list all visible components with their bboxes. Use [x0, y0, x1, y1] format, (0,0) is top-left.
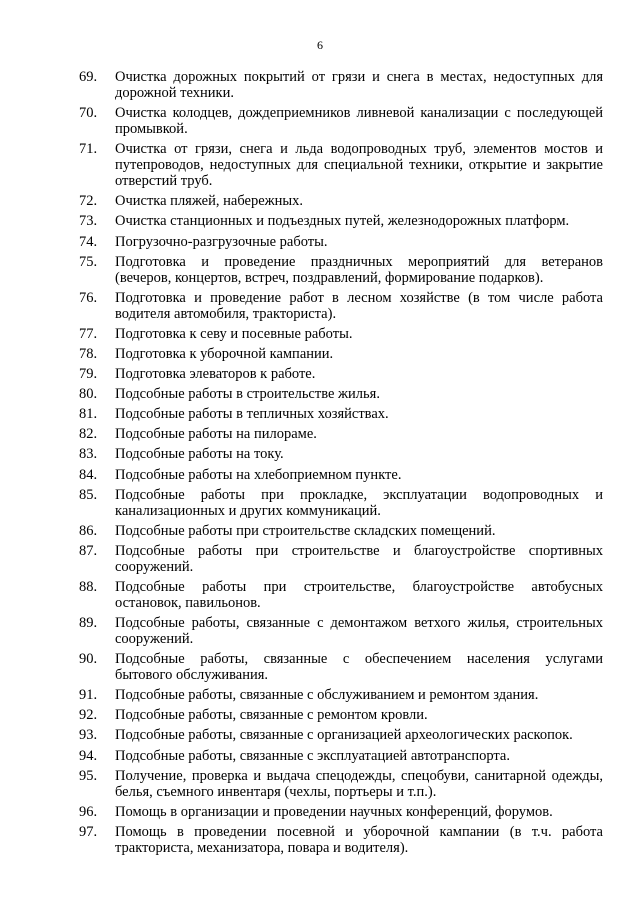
item-text: [115, 748, 603, 764]
item-text-line: Подсобные работы при прокладке, эксплуатации водопроводных и: [115, 486, 603, 503]
item-text: [115, 141, 603, 189]
item-number: 70.: [79, 105, 98, 122]
item-text-line: Подсобные работы, связанные с обслуживанием и ремонтом здания.: [115, 687, 539, 704]
item-text-line: Подсобные работы, связанные с эксплуатацией автотранспорта.: [115, 747, 510, 764]
item-text-line: Подсобные работы на току.: [115, 446, 284, 463]
item-text: [115, 193, 603, 209]
item-text-line: Подсобные работы, связанные с обеспечением населения услугами: [115, 651, 603, 668]
item-text: [115, 346, 603, 362]
item-text-line: сооружений.: [115, 558, 194, 575]
item-text: [115, 543, 603, 575]
item-number: 69.: [79, 69, 98, 85]
item-text-line: отверстий труб.: [115, 173, 213, 190]
item-text-line: водителя автомобиля, тракториста).: [115, 305, 337, 322]
item-text-line: Подготовка и проведение работ в лесном хозяйстве (в том числе работа: [115, 289, 603, 306]
item-text: [115, 687, 603, 703]
item-text: [115, 254, 603, 286]
item-text: [115, 615, 603, 647]
item-text-line: Подсобные работы на пилораме.: [115, 426, 317, 443]
item-text-line: Погрузочно-разгрузочные работы.: [115, 233, 328, 250]
item-text-line: (вечеров, концертов, встреч, поздравлений, формирование подарков).: [115, 269, 544, 286]
item-text: [115, 69, 603, 101]
item-text-line: Очистка пляжей, набережных.: [115, 193, 304, 210]
item-text: [115, 446, 603, 462]
item-text-line: бытового обслуживания.: [115, 667, 269, 684]
item-text-line: Подготовка элеваторов к работе.: [115, 366, 316, 382]
item-number: 77.: [79, 325, 98, 342]
item-text-line: Подсобные работы в строительстве жилья.: [115, 386, 380, 403]
item-text-line: тракториста, механизатора, повара и водителя).: [115, 839, 409, 856]
item-text-line: Подготовка к севу и посевные работы.: [115, 325, 353, 342]
item-number: 87.: [79, 542, 98, 559]
item-text-line: Очистка дорожных покрытий от грязи и снега в местах, недоступных для: [115, 69, 603, 85]
item-number: 71.: [79, 141, 98, 158]
item-text-line: Очистка станционных и подъездных путей, железнодорожных платформ.: [115, 213, 570, 230]
item-text: [115, 366, 603, 382]
item-number: 81.: [79, 406, 98, 423]
item-text: [115, 523, 603, 539]
item-number: 92.: [79, 707, 98, 724]
item-number: 97.: [79, 823, 98, 840]
item-text: [115, 386, 603, 402]
item-text-line: Подсобные работы на хлебоприемном пункте.: [115, 466, 402, 483]
item-number: 75.: [79, 253, 98, 270]
item-number: 83.: [79, 446, 98, 463]
item-text: [115, 707, 603, 723]
item-number: 94.: [79, 747, 98, 764]
item-text: [115, 213, 603, 229]
item-text-line: Подсобные работы, связанные с демонтажом ветхого жилья, строительных: [115, 615, 603, 631]
item-text: [115, 105, 603, 137]
item-text: [115, 406, 603, 422]
item-number: 90.: [79, 651, 98, 668]
item-text-line: Подсобные работы, связанные с ремонтом кровли.: [115, 707, 428, 724]
item-number: 82.: [79, 426, 98, 443]
item-text-line: Подсобные работы при строительстве, благоустройстве автобусных: [115, 578, 603, 595]
item-text: [115, 290, 603, 322]
item-text-line: Очистка колодцев, дождеприемников ливневой канализации с последующей: [115, 105, 603, 122]
item-text-line: белья, съемного инвентаря (чехлы, портьеры и т.п.).: [115, 783, 437, 800]
item-text: [115, 804, 603, 820]
item-number: 73.: [79, 213, 98, 230]
item-text-line: Помощь в организации и проведении научных конференций, форумов.: [115, 803, 553, 820]
item-number: 80.: [79, 386, 98, 403]
item-number: 78.: [79, 345, 98, 362]
item-text: [115, 768, 603, 800]
item-text: [115, 487, 603, 519]
item-text-line: Очистка от грязи, снега и льда водопроводных труб, элементов мостов и: [115, 141, 603, 158]
page-number: 6: [317, 38, 323, 52]
item-number: 88.: [79, 578, 98, 595]
item-text-line: сооружений.: [115, 631, 194, 647]
item-text: [115, 326, 603, 342]
item-text-line: Получение, проверка и выдача спецодежды, спецобуви, санитарной одежды,: [115, 767, 603, 784]
item-text-line: Подсобные работы при строительстве складских помещений.: [115, 522, 496, 539]
item-text: [115, 579, 603, 611]
item-text-line: Подсобные работы при строительстве и благоустройстве спортивных: [115, 542, 603, 559]
item-number: 93.: [79, 727, 98, 744]
item-text: [115, 727, 603, 743]
item-text-line: Подготовка к уборочной кампании.: [115, 345, 334, 362]
item-number: 74.: [79, 233, 98, 250]
item-number: 84.: [79, 466, 98, 483]
item-number: 86.: [79, 522, 98, 539]
item-number: 72.: [79, 193, 98, 210]
item-text: [115, 467, 603, 483]
item-number: 85.: [79, 486, 98, 503]
item-text-line: Подсобные работы в тепличных хозяйствах.: [115, 406, 389, 423]
item-number: 89.: [79, 615, 98, 631]
item-text-line: путепроводов, недоступных для специальной техники, открытие и закрытие: [115, 157, 603, 174]
item-number: 91.: [79, 687, 98, 704]
item-text-line: промывкой.: [115, 121, 188, 138]
item-text-line: Подсобные работы, связанные с организацией археологических раскопок.: [115, 727, 573, 744]
item-number: 76.: [79, 289, 98, 306]
item-text: [115, 651, 603, 683]
item-text-line: Помощь в проведении посевной и уборочной кампании (в т.ч. работа: [115, 823, 603, 840]
item-text-line: Подготовка и проведение праздничных мероприятий для ветеранов: [115, 253, 603, 270]
item-text: [115, 234, 603, 250]
item-text-line: дорожной техники.: [115, 85, 234, 101]
item-text: [115, 824, 603, 856]
item-number: 79.: [79, 366, 98, 382]
item-text-line: остановок, павильонов.: [115, 594, 261, 611]
item-number: 96.: [79, 803, 98, 820]
item-number: 95.: [79, 767, 98, 784]
item-text-line: канализационных и других коммуникаций.: [115, 502, 381, 519]
item-text: [115, 426, 603, 442]
